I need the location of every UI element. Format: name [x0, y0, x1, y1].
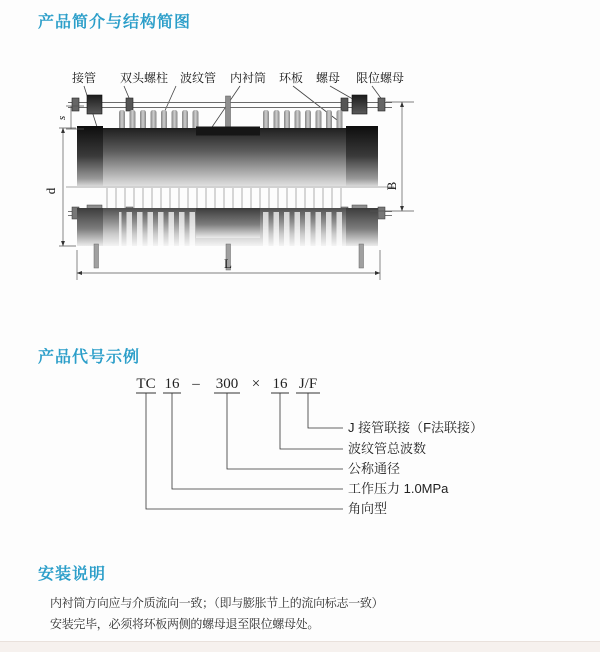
callout-dn: 公称通径	[348, 461, 401, 476]
callout-type: 角向型	[348, 501, 388, 516]
limit-nut-left	[72, 98, 79, 111]
pipe-end-right	[346, 126, 378, 186]
joint-body-upper	[77, 126, 378, 186]
label-stud: 双头螺柱	[119, 71, 169, 85]
install-line-1: 内衬筒方向应与介质流向一致；（即与膨胀节上的流向标志一致）	[50, 596, 384, 610]
callout-conn: J 接管联接（F法联接）	[348, 420, 484, 435]
nut-right	[352, 95, 367, 114]
code-callouts	[348, 420, 483, 516]
label-bellows: 波纹管	[179, 71, 217, 85]
code-segments	[136, 376, 317, 392]
bellows-bottom-right	[263, 212, 342, 246]
code-conn: J/F	[298, 376, 318, 392]
label-pipe: 接管	[71, 71, 97, 85]
code-waves: 16	[272, 376, 288, 392]
tie-rod-top	[68, 95, 392, 131]
nut-left	[87, 95, 102, 114]
callout-waves: 波纹管总波数	[348, 441, 427, 456]
code-pressure: 16	[164, 376, 180, 392]
dim-label-s: s	[56, 115, 68, 121]
part-labels	[72, 70, 404, 85]
code-connectors	[146, 393, 343, 509]
section-title-intro: 产品简介与结构简图	[38, 14, 192, 31]
stud-bottom-left	[94, 244, 99, 268]
dim-label-b: B	[384, 181, 399, 191]
install-line-2: 安装完毕，必须将环板两侧的螺母退至限位螺母处。	[50, 617, 320, 631]
center-stud-top	[226, 96, 231, 131]
label-ring: 环板	[278, 71, 304, 85]
section-title-install: 安装说明	[38, 566, 107, 583]
page-footer-strip	[0, 641, 600, 652]
code-type: TC	[136, 376, 156, 392]
callout-pressure: 工作压力 1.0MPa	[348, 481, 449, 496]
code-times: ×	[251, 376, 261, 392]
install-instructions	[50, 593, 420, 635]
dim-label-d: d	[43, 187, 58, 195]
pipe-end-left	[77, 126, 103, 186]
label-liner: 内衬筒	[229, 71, 267, 85]
stud-bottom-right	[359, 244, 364, 268]
expansion-joint-structure-diagram	[40, 60, 460, 298]
code-dash: –	[192, 376, 200, 392]
product-code-diagram	[120, 372, 590, 532]
limit-nut-right	[378, 98, 385, 111]
liner-collar	[196, 127, 260, 136]
code-dn: 300	[215, 376, 239, 392]
section-title-code: 产品代号示例	[38, 349, 141, 366]
bellows-bottom-left	[119, 212, 198, 246]
label-limit-nut: 限位螺母	[355, 71, 405, 85]
dim-label-l: L	[224, 256, 232, 271]
label-nut: 螺母	[315, 71, 341, 85]
